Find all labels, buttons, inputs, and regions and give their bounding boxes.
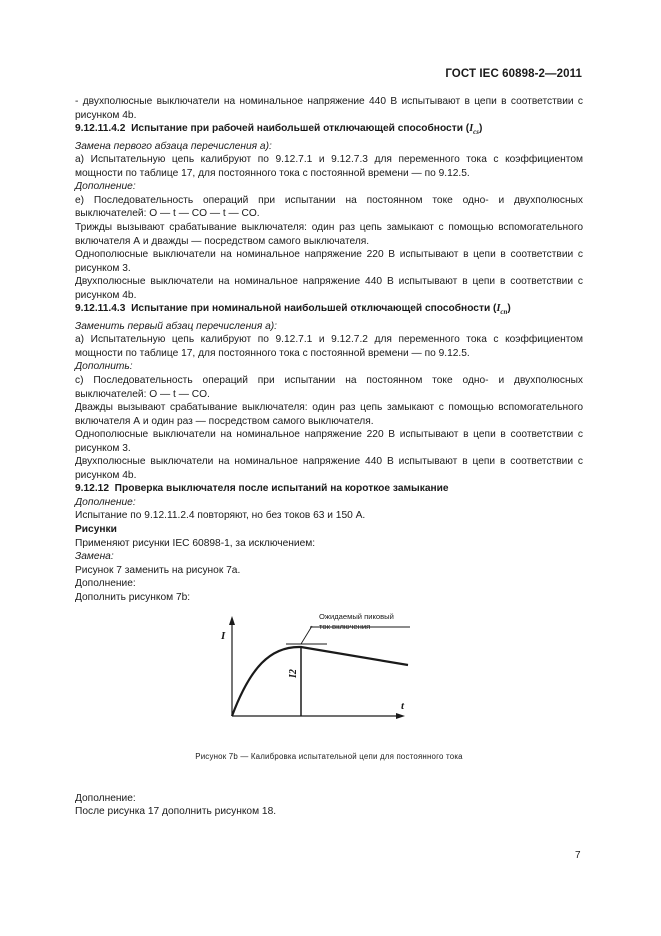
paragraph: Однополюсные выключатели на номинальное напряжение 220 В испытывают в цепи в соответствии с рисунком 3. <box>75 249 583 274</box>
paragraph: Двухполюсные выключатели на номинальное напряжение 440 В испытывают в цепи в соответствии с рисунком 4b. <box>75 276 583 301</box>
annotation-text-1: Ожидаемый пиковый <box>319 612 394 622</box>
annotation-text-2: ток включения <box>319 622 371 632</box>
calibration-graph <box>212 608 412 730</box>
y-axis-arrow <box>229 616 235 625</box>
section-number: 9.12.12 <box>75 483 109 495</box>
y-axis-label: I <box>221 630 226 643</box>
section-number: 9.12.11.4.2 <box>75 123 126 135</box>
i2-label: I2 <box>288 669 299 679</box>
section-title: Проверка выключателя после испытаний на короткое замыкание <box>114 483 449 495</box>
section-title: Испытание при рабочей наибольшей отключающей способности ( <box>131 123 470 135</box>
paragraph: Дополнить: <box>75 361 133 373</box>
current-curve <box>232 647 408 716</box>
paragraph: а) Испытательную цепь калибруют по 9.12.7.1 и 9.12.7.3 для переменного тока с коэффициентом мощности по таблице 17, для постоянного тока с постоянной времени — по 9.12.5. <box>75 154 583 179</box>
paragraph: Дополнение: <box>75 578 136 590</box>
section-heading-9-12-11-4-3: 9.12.11.4.3 Испытание при номинальной наибольшей отключающей способности $(I_{cn})$ <box>75 303 511 317</box>
annotation-leader <box>301 626 312 644</box>
paragraph: После рисунка 17 дополнить рисунком 18. <box>75 806 277 818</box>
document-header: ГОСТ IEC 60898-2—2011 <box>445 68 582 80</box>
figure-caption: Рисунок 7b — Калибровка испытательной цепи для постоянного тока <box>195 752 463 762</box>
paragraph: Замена: <box>75 551 114 563</box>
x-axis-arrow <box>396 713 405 719</box>
paragraph: - двухполюсные выключатели на номинальное напряжение 440 В испытывают в цепи в соответствии с рисунком 4b. <box>75 96 583 121</box>
symbol-ics: $I_{cs}$ <box>469 123 480 137</box>
section-title: Испытание при номинальной наибольшей отключающей способности ( <box>131 303 497 315</box>
paragraph: Заменить первый абзац перечисления а): <box>75 320 278 332</box>
paragraph: Дополнить рисунком 7b: <box>75 591 191 603</box>
paragraph: е) Последовательность операций при испытании на постоянном токе одно- и двухполюсных выключателей: O — t — CO — t — CO. <box>75 194 583 220</box>
paragraph: а) Испытательную цепь калибруют по 9.12.7.1 и 9.12.7.2 для переменного тока с коэффициентом мощности по таблице 17, для постоянного тока с постоянной времени — по 9.12.5. <box>75 334 583 359</box>
section-heading-9-12-12 <box>75 482 583 496</box>
paragraph: Рисунок 7 заменить на рисунок 7а. <box>75 564 241 576</box>
page-content <box>75 95 583 819</box>
paragraph: Применяют рисунки IEC 60898-1, за исключением: <box>75 537 316 549</box>
section-number: 9.12.11.4.3 <box>75 303 126 315</box>
paragraph: Дважды вызывают срабатывание выключателя: один раз цепь замыкают с помощью вспомогательного включателя А и один раз — посредством самого выключателя. <box>75 402 583 427</box>
section-heading-9-12-11-4-2: 9.12.11.4.2 Испытание при рабочей наибольшей отключающей способности $(I_{cs})$ <box>75 123 483 137</box>
symbol-icn: $I_{cn}$ <box>496 303 508 317</box>
figure-7b <box>75 608 583 730</box>
paragraph: Дополнение: <box>75 792 136 804</box>
paragraph: Дополнение: <box>75 181 136 193</box>
x-axis-label: t <box>401 700 405 713</box>
paragraph: с) Последовательность операций при испытании на постоянном токе одно- и двухполюсных выключателей: O — t — CO. <box>75 375 583 400</box>
paragraph: Замена первого абзаца перечисления а): <box>75 140 272 152</box>
subsection-heading: Рисунки <box>75 524 117 536</box>
paragraph: Трижды вызывают срабатывание выключателя: один раз цепь замыкают с помощью вспомогательного включателя А и дважды — посредством самого выключателя. <box>75 221 583 247</box>
paragraph: Испытание по 9.12.11.2.4 повторяют, но без токов 63 и 150 А. <box>75 510 366 522</box>
page-number: 7 <box>575 850 581 861</box>
paragraph: Дополнение: <box>75 496 136 508</box>
paragraph: Однополюсные выключатели на номинальное напряжение 220 В испытывают в цепи в соответствии с рисунком 3. <box>75 429 583 454</box>
paragraph: Двухполюсные выключатели на номинальное напряжение 440 В испытывают в цепи в соответствии с рисунком 4b. <box>75 456 583 481</box>
